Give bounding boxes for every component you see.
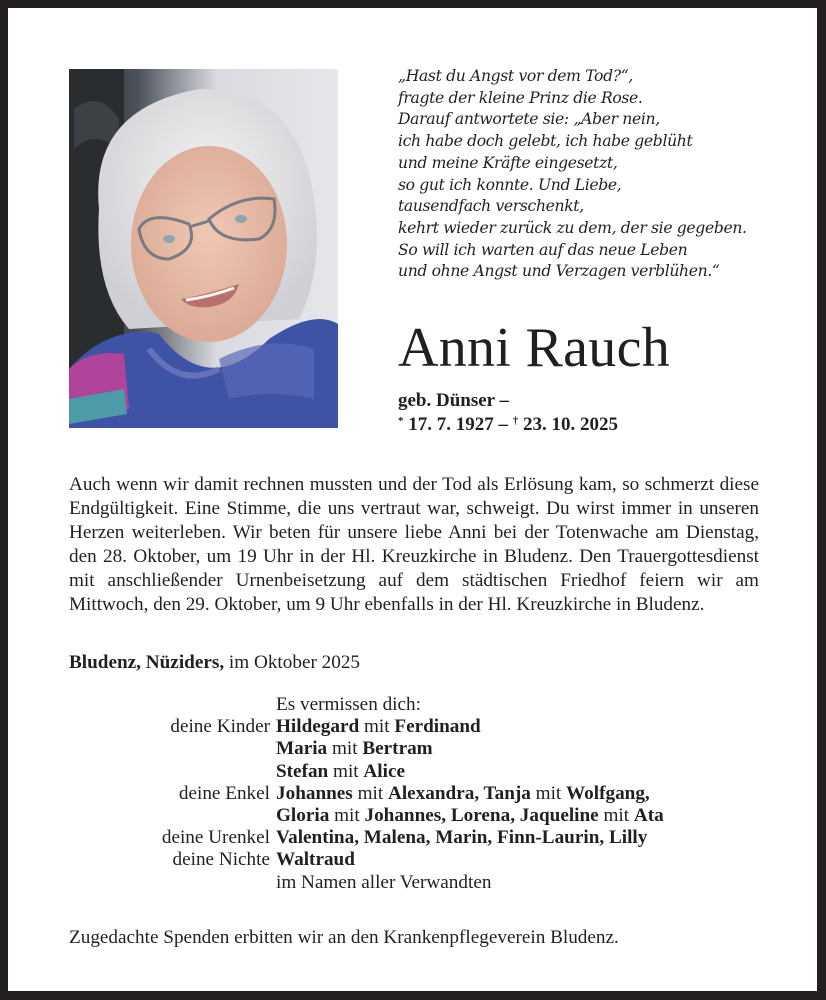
obituary-page <box>8 8 817 991</box>
relation-names <box>276 761 405 783</box>
relation-label: deine Nichte <box>172 849 270 871</box>
relation-label: deine Enkel <box>178 782 270 804</box>
quote-line: tausendfach verschenkt, <box>398 197 584 216</box>
mourners-closing-row <box>69 872 789 894</box>
death-cross-icon: † <box>512 415 519 427</box>
relation-names <box>276 805 664 827</box>
mourners-row <box>69 849 789 871</box>
mourners-rows <box>69 716 789 871</box>
connector-text: mit <box>598 805 634 827</box>
person-name: Ferdinand <box>394 716 481 738</box>
relation-label: deine Urenkel <box>161 827 270 849</box>
person-name: Ata <box>633 805 664 827</box>
mourners-row <box>69 716 789 738</box>
connector-text: mit <box>352 782 388 804</box>
portrait-image <box>69 69 338 428</box>
mourners-row <box>69 805 789 827</box>
quote-line: ich habe doch gelebt, ich habe geblüht <box>398 132 693 151</box>
relation-names <box>276 827 647 849</box>
person-name: Bertram <box>362 738 433 760</box>
quote-line: So will ich warten auf das neue Leben <box>398 240 688 259</box>
person-name: Wolfgang, <box>566 782 650 804</box>
relation-names <box>276 738 433 760</box>
quote-line: Darauf antwortete sie: „Aber nein, <box>398 110 660 129</box>
connector-text: mit <box>530 782 567 804</box>
connector-text: mit <box>328 760 364 782</box>
mourners-intro-row <box>69 694 789 716</box>
person-name: Alice <box>363 760 405 782</box>
birth-death-info <box>398 390 618 435</box>
mourners-list <box>69 694 789 894</box>
person-name: Alexandra, Tanja <box>387 782 531 804</box>
place-and-date <box>69 651 360 675</box>
poem-quote <box>398 66 808 283</box>
relation-names <box>276 716 481 738</box>
mourners-row <box>69 783 789 805</box>
person-name: Johannes, Lorena, Jaqueline <box>364 805 599 827</box>
relation-label <box>69 761 276 783</box>
quote-line: so gut ich konnte. Und Liebe, <box>398 175 622 194</box>
place-towns: Bludenz, Nüziders, <box>69 652 225 673</box>
quote-line: kehrt wieder zurück zu dem, der sie gegeben. <box>398 218 747 237</box>
portrait-photo <box>69 69 338 428</box>
deceased-name: Anni Rauch <box>398 317 671 379</box>
donation-note: Zugedachte Spenden erbitten wir an den Krankenpflegeverein Bludenz. <box>69 927 619 948</box>
life-dates <box>398 411 618 435</box>
connector-text: mit <box>329 805 365 827</box>
connector-text: mit <box>359 716 395 738</box>
mourners-closing: im Namen aller Verwandten <box>276 871 492 893</box>
person-name: Maria <box>276 738 328 760</box>
person-name: Johannes <box>276 782 353 804</box>
place-date: im Oktober 2025 <box>228 652 361 673</box>
person-name: Stefan <box>276 760 329 782</box>
person-name: Gloria <box>276 805 330 827</box>
mourners-row <box>69 827 789 849</box>
relation-names <box>276 783 650 805</box>
mourners-row <box>69 761 789 783</box>
death-date: 23. 10. 2025 <box>523 414 618 435</box>
person-name: Waltraud <box>276 849 355 871</box>
mourners-row <box>69 738 789 760</box>
quote-line: und meine Kräfte eingesetzt, <box>398 153 618 172</box>
maiden-name: geb. Dünser – <box>398 390 510 411</box>
quote-line: „Hast du Angst vor dem Tod?“, <box>398 67 633 85</box>
birth-star-icon: * <box>398 415 404 427</box>
connector-text: mit <box>327 738 363 760</box>
person-name: Valentina, Malena, Marin, Finn-Laurin, Lilly <box>276 827 648 849</box>
relation-label <box>69 738 276 760</box>
quote-line: und ohne Angst und Verzagen verblühen.“ <box>398 262 720 281</box>
birth-date: 17. 7. 1927 – <box>408 414 508 435</box>
mourners-intro: Es vermissen dich: <box>276 694 421 715</box>
person-name: Hildegard <box>276 716 360 738</box>
quote-line: fragte der kleine Prinz die Rose. <box>398 88 643 107</box>
obituary-text: Auch wenn wir damit rechnen mussten und der Tod als Erlösung kam, so schmerzt diese Endgültigkeit. Eine Stimme, die uns vertraut war, schweigt. Du wirst immer in unseren Herzen weiterleben. Wir beten für unsere liebe Anni bei der Totenwache am Dienstag, den 28. Oktober, um 19 Uhr in der Hl. Kreuzkirche in Bludenz. Den Trauergottesdienst mit anschließender Urnenbeisetzung auf dem städtischen Friedhof feiern wir am Mittwoch, den 29. Oktober, um 9 Uhr ebenfalls in der Hl. Kreuzkirche in Bludenz. <box>69 474 759 615</box>
relation-label <box>69 805 276 827</box>
relation-label: deine Kinder <box>170 716 270 738</box>
relation-names <box>276 849 355 871</box>
